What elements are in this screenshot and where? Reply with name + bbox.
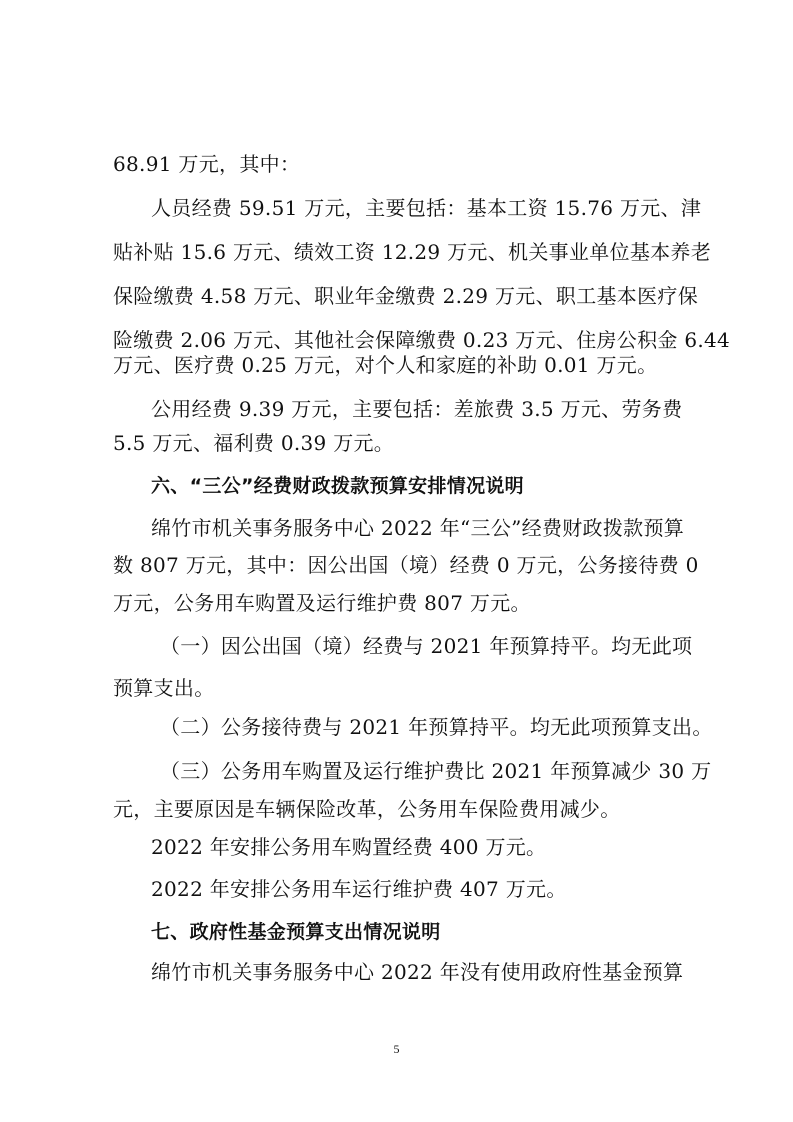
text-line: 人员经费 59.51 万元，主要包括：基本工资 15.76 万元、津	[151, 196, 702, 220]
text-line: 险缴费 2.06 万元、其他社会保障缴费 0.23 万元、住房公积金 6.44	[113, 328, 731, 352]
text-line: 绵竹市机关事务服务中心 2022 年“三公”经费财政拨款预算	[151, 516, 685, 540]
text-line: 万元、医疗费 0.25 万元，对个人和家庭的补助 0.01 万元。	[113, 353, 658, 377]
text-line: 预算支出。	[113, 676, 215, 700]
text-line: （三）公务用车购置及运行维护费比 2021 年预算减少 30 万	[160, 759, 712, 783]
page-number: 5	[393, 1042, 400, 1056]
text-line: 数 807 万元，其中：因公出国（境）经费 0 万元，公务接待费 0	[113, 553, 699, 577]
text-line: 2022 年安排公务用车运行维护费 407 万元。	[151, 877, 567, 901]
section-heading: 六、“三公”经费财政拨款预算安排情况说明	[151, 475, 524, 497]
text-line: 贴补贴 15.6 万元、绩效工资 12.29 万元、机关事业单位基本养老	[113, 240, 712, 264]
text-line: 元，主要原因是车辆保险改革，公务用车保险费用减少。	[113, 797, 621, 821]
text-line: 万元，公务用车购置及运行维护费 807 万元。	[113, 591, 531, 615]
text-line: 公用经费 9.39 万元，主要包括：差旅费 3.5 万元、劳务费	[151, 397, 683, 421]
text-line: 5.5 万元、福利费 0.39 万元。	[113, 431, 395, 455]
text-line: 绵竹市机关事务服务中心 2022 年没有使用政府性基金预算	[151, 960, 684, 984]
text-line: 2022 年安排公务用车购置经费 400 万元。	[151, 835, 547, 859]
text-line: 68.91 万元，其中：	[113, 152, 301, 176]
text-line: 保险缴费 4.58 万元、职业年金缴费 2.29 万元、职工基本医疗保	[113, 284, 698, 308]
section-heading: 七、政府性基金预算支出情况说明	[151, 921, 441, 943]
text-line: （一）因公出国（境）经费与 2021 年预算持平。均无此项	[160, 634, 693, 658]
text-line: （二）公务接待费与 2021 年预算持平。均无此项预算支出。	[160, 715, 713, 739]
